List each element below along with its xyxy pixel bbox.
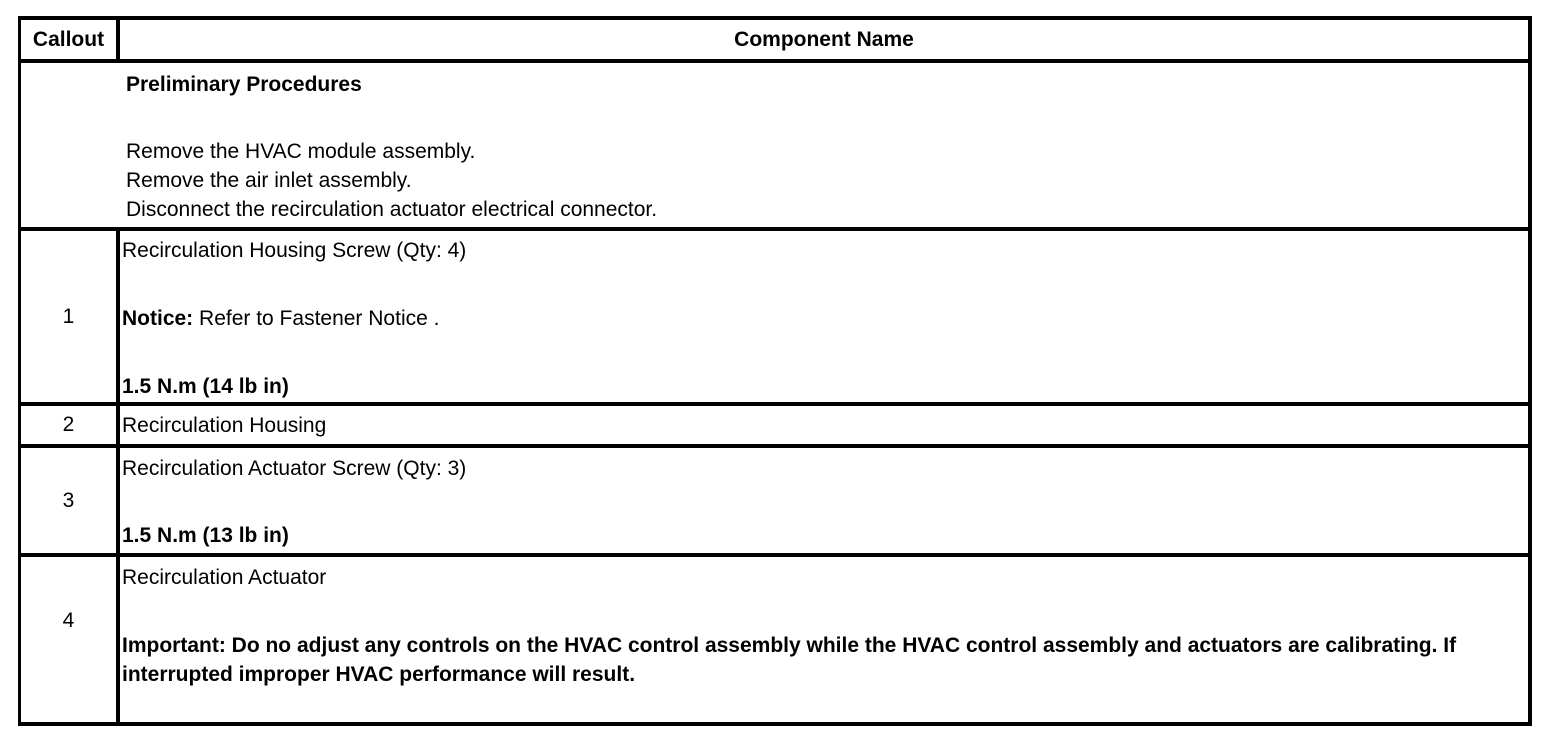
callout-number: 1 <box>62 304 75 328</box>
notice-label: Notice: <box>122 307 194 330</box>
notice-text: Refer to Fastener Notice . <box>193 307 440 330</box>
table-header-row <box>21 20 1528 59</box>
preliminary-step: Disconnect the recirculation actuator electrical connector. <box>126 198 658 221</box>
component-name: Recirculation Housing Screw (Qty: 4) <box>122 239 467 262</box>
column-divider <box>116 557 120 722</box>
callout-number: 3 <box>62 488 75 512</box>
column-divider <box>116 448 120 553</box>
preliminary-title: Preliminary Procedures <box>126 73 362 96</box>
torque-spec: 1.5 N.m (13 lb in) <box>122 524 289 547</box>
torque-spec: 1.5 N.m (14 lb in) <box>122 375 289 398</box>
component-name: Recirculation Actuator Screw (Qty: 3) <box>122 457 467 480</box>
preliminary-step: Remove the air inlet assembly. <box>126 169 412 192</box>
procedure-table <box>18 16 1532 726</box>
callout-number: 4 <box>62 609 75 632</box>
header-callout: Callout <box>32 27 105 51</box>
component-name: Recirculation Housing <box>122 414 327 437</box>
important-note: Important: Do no adjust any controls on the HVAC control assembly while the HVAC control assembly and actuators are calibrating. If interrupted improper HVAC performance will result. <box>122 634 1457 686</box>
header-component-name: Component Name <box>734 27 914 51</box>
table-row <box>21 448 1528 553</box>
table-row-preliminary <box>21 63 1528 227</box>
component-name: Recirculation Actuator <box>122 566 327 589</box>
callout-number: 2 <box>62 413 75 436</box>
table-row <box>21 557 1528 722</box>
column-divider <box>116 406 120 444</box>
preliminary-step: Remove the HVAC module assembly. <box>126 140 476 163</box>
table-row <box>21 406 1528 444</box>
column-divider <box>116 231 120 402</box>
table-row <box>21 231 1528 402</box>
